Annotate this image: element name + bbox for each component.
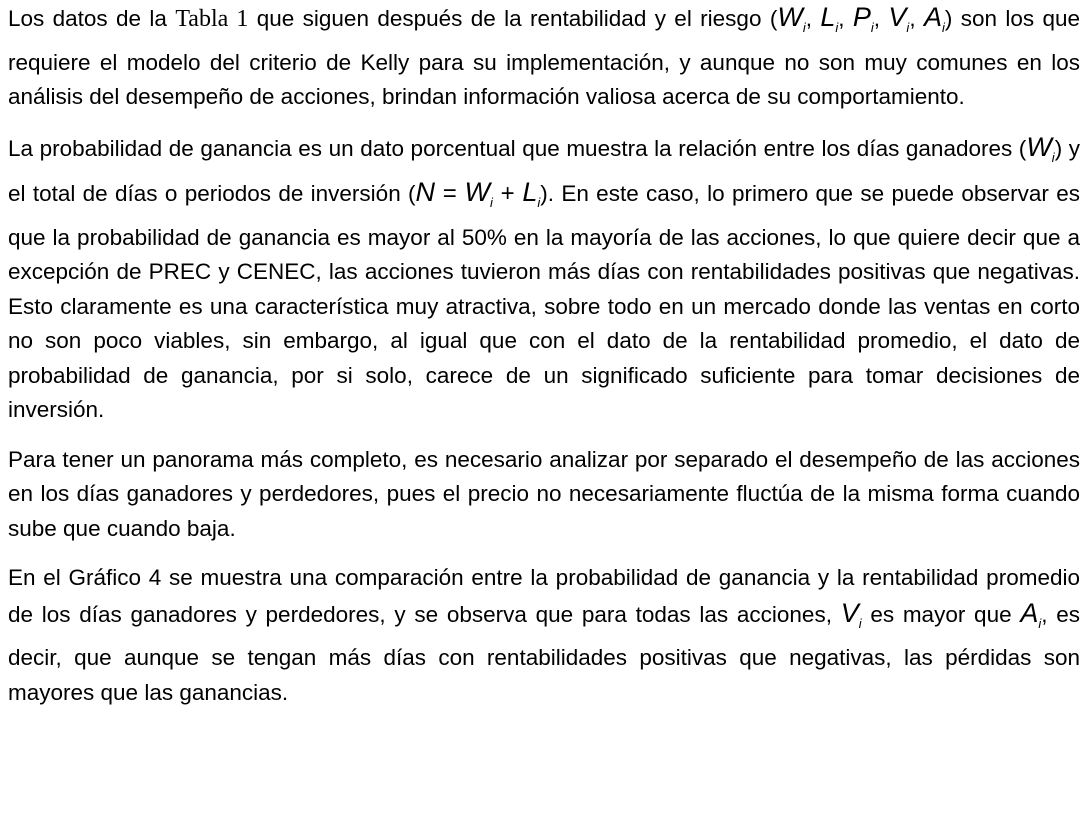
- symbol-w: W: [1026, 131, 1052, 162]
- p3-text: Para tener un panorama más completo, es necesario analizar por separado el desempeño de las acciones en los días ganadores y perdedores, pues el precio no necesariamente fluctúa de la misma forma cuando sube que cuando baja.: [8, 446, 1080, 541]
- symbol-w: W: [464, 177, 490, 207]
- subscript-i: i: [802, 20, 806, 35]
- separator: ,: [805, 6, 821, 31]
- paragraph-2: [8, 130, 1080, 428]
- symbol-v: V: [888, 2, 907, 32]
- separator: ,: [873, 6, 889, 31]
- p2-text-b: ) y el total de días o periodos de inversión (: [8, 135, 1081, 206]
- subscript-i: i: [1051, 149, 1055, 165]
- symbol-p: P: [852, 2, 871, 32]
- symbol-n: N: [415, 177, 436, 207]
- p4-text-c: , es decir, que aunque se tengan más días con rentabilidades positivas que negativas, las pérdidas son mayores que las ganancias.: [8, 601, 1080, 705]
- symbol-a: A: [1020, 597, 1039, 628]
- separator: ,: [909, 6, 924, 31]
- symbol-v: V: [840, 597, 859, 628]
- p2-text-c: ). En este caso, lo primero que se puede observar es que la probabilidad de ganancia es mayor al 50% en la mayoría de las acciones, lo que quiere decir que a excepción de PREC y CENEC, las acciones tuvieron más días con rentabilidades positivas que negativas. Esto claramente es una característica muy atractiva, sobre todo en un mercado donde las ventas en corto no son poco viables, sin embargo, al igual que con el dato de la rentabilidad promedio, el dato de probabilidad de ganancia, por si solo, carece de un significado suficiente para tomar decisiones de inversión.: [8, 181, 1080, 422]
- subscript-i: i: [941, 20, 945, 35]
- table-reference: Tabla 1: [175, 6, 249, 32]
- subscript-i: i: [1038, 615, 1042, 631]
- subscript-i: i: [906, 20, 910, 35]
- symbol-a: A: [923, 2, 942, 32]
- subscript-i: i: [870, 20, 874, 35]
- paragraph-1: [8, 0, 1080, 115]
- paragraph-4: [8, 561, 1080, 710]
- symbol-l: L: [820, 2, 836, 32]
- subscript-i: i: [858, 615, 862, 631]
- paragraph-3: [8, 443, 1080, 547]
- equals-sign: =: [435, 180, 465, 207]
- p1-text-b: que siguen después de la rentabilidad y el riesgo (: [248, 6, 778, 31]
- plus-sign: +: [492, 180, 523, 207]
- p4-text-b: es mayor que: [861, 601, 1021, 627]
- separator: ,: [838, 6, 853, 31]
- subscript-i: i: [835, 20, 839, 35]
- p2-text-a: La probabilidad de ganancia es un dato porcentual que muestra la relación entre los días ganadores (: [8, 135, 1027, 161]
- p4-text-a: En el Gráfico 4 se muestra una comparación entre la probabilidad de ganancia y la rentabilidad promedio de los días ganadores y perdedores, y se observa que para todas las acciones,: [8, 565, 1080, 627]
- subscript-i: i: [537, 195, 541, 210]
- symbol-w: W: [777, 2, 803, 32]
- p1-text-a: Los datos de la: [8, 6, 176, 31]
- symbol-l: L: [522, 177, 538, 207]
- subscript-i: i: [489, 195, 493, 210]
- p1-text-c: ) son los que requiere el modelo del criterio de Kelly para su implementación, y aunque no son muy comunes en los análisis del desempeño de acciones, brindan información valiosa acerca de su comportamiento.: [8, 6, 1080, 109]
